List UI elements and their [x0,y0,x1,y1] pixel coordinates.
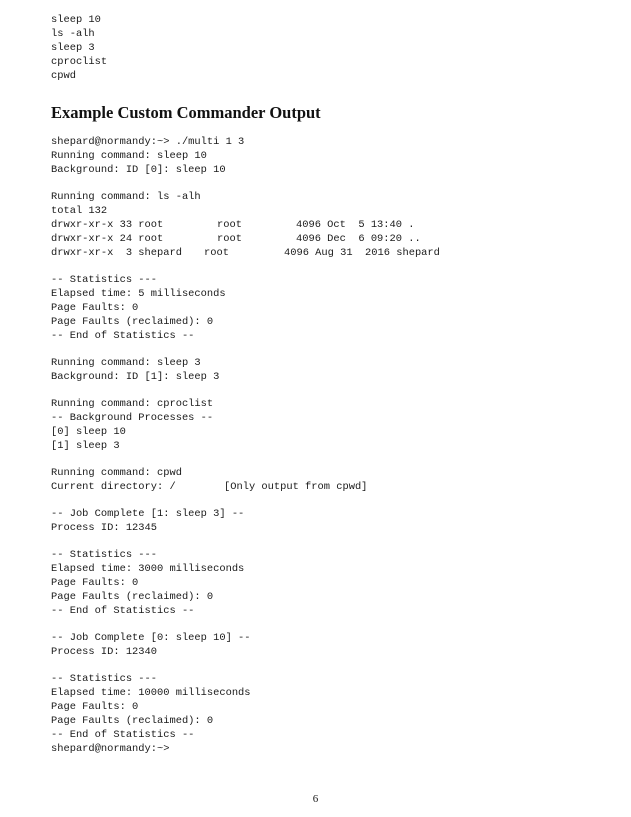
output-line: Current directory: / [51,481,176,493]
ls-row-group: root [217,219,242,231]
stats-line: Elapsed time: 5 milliseconds [51,288,226,300]
output-line: Running command: ls -alh [51,191,201,203]
stats-line: Page Faults: 0 [51,577,139,589]
final-prompt: shepard@normandy:~> [51,743,170,755]
process-id: Process ID: 12345 [51,522,158,534]
section-heading: Example Custom Commander Output [51,103,321,122]
stats-line: -- End of Statistics -- [51,729,195,741]
script-line: sleep 10 [51,14,101,26]
ls-row-group: root [204,247,229,259]
output-line: Running command: sleep 10 [51,150,207,162]
output-line: Running command: cproclist [51,398,214,410]
script-line: sleep 3 [51,42,95,54]
ls-row-perm: drwxr-xr-x 3 shepard [51,247,182,259]
stats-line: Elapsed time: 3000 milliseconds [51,563,245,575]
stats-line: -- Statistics --- [51,274,158,286]
script-line: cproclist [51,56,108,68]
job-complete: -- Job Complete [1: sleep 3] -- [51,508,245,520]
output-line: Background: ID [0]: sleep 10 [51,164,226,176]
ls-row-rest: 4096 Dec 6 09:20 .. [296,233,421,245]
ls-row-rest: 4096 Oct 5 13:40 . [296,219,415,231]
output-line: Background: ID [1]: sleep 3 [51,371,220,383]
script-line: cpwd [51,70,76,82]
annotation-note: [Only output from cpwd] [224,481,368,493]
bg-process-item: [0] sleep 10 [51,426,126,438]
prompt-command: shepard@normandy:~> ./multi 1 3 [51,136,245,148]
ls-row-rest: 4096 Aug 31 2016 shepard [284,247,440,259]
stats-line: Page Faults (reclaimed): 0 [51,591,214,603]
script-line: ls -alh [51,28,95,40]
output-line: Running command: cpwd [51,467,182,479]
page-number: 6 [312,793,319,805]
stats-line: Page Faults (reclaimed): 0 [51,316,214,328]
stats-line: -- Statistics --- [51,673,158,685]
stats-line: Page Faults (reclaimed): 0 [51,715,214,727]
output-line: -- Background Processes -- [51,412,214,424]
stats-line: Page Faults: 0 [51,302,139,314]
ls-row-group: root [217,233,242,245]
output-line: total 132 [51,205,108,217]
process-id: Process ID: 12340 [51,646,158,658]
stats-line: Page Faults: 0 [51,701,139,713]
bg-process-item: [1] sleep 3 [51,440,120,452]
stats-line: -- End of Statistics -- [51,330,195,342]
stats-line: Elapsed time: 10000 milliseconds [51,687,251,699]
stats-line: -- End of Statistics -- [51,605,195,617]
stats-line: -- Statistics --- [51,549,158,561]
job-complete: -- Job Complete [0: sleep 10] -- [51,632,251,644]
ls-row-perm: drwxr-xr-x 33 root [51,219,164,231]
output-line: Running command: sleep 3 [51,357,201,369]
ls-row-perm: drwxr-xr-x 24 root [51,233,164,245]
